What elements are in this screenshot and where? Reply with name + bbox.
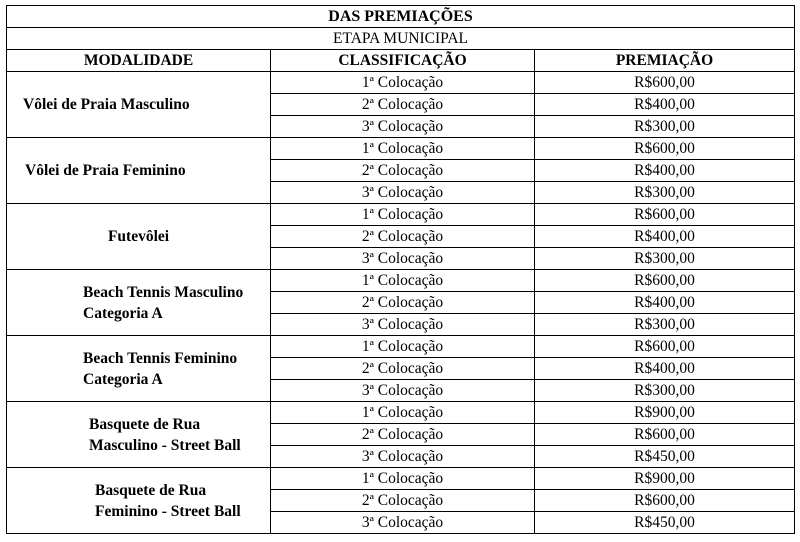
modality-cell bbox=[7, 336, 271, 402]
prize-cell: R$600,00 bbox=[535, 138, 795, 160]
table-row bbox=[7, 270, 795, 292]
prize-cell: R$300,00 bbox=[535, 182, 795, 204]
prize-cell: R$400,00 bbox=[535, 94, 795, 116]
awards-document bbox=[6, 5, 794, 534]
placement-cell: 1ª Colocação bbox=[271, 138, 535, 160]
placement-cell: 1ª Colocação bbox=[271, 270, 535, 292]
table-row bbox=[7, 336, 795, 358]
title-row bbox=[7, 6, 795, 28]
prize-cell: R$450,00 bbox=[535, 446, 795, 468]
table-row bbox=[7, 72, 795, 94]
prize-cell: R$400,00 bbox=[535, 292, 795, 314]
stage-label: ETAPA MUNICIPAL bbox=[7, 28, 795, 50]
placement-cell: 1ª Colocação bbox=[271, 402, 535, 424]
prize-cell: R$400,00 bbox=[535, 358, 795, 380]
prize-cell: R$450,00 bbox=[535, 512, 795, 534]
table-row bbox=[7, 204, 795, 226]
modality-name-line: Beach Tennis Masculino bbox=[83, 283, 244, 301]
placement-cell: 2ª Colocação bbox=[271, 358, 535, 380]
modality-cell bbox=[7, 468, 271, 534]
placement-cell: 3ª Colocação bbox=[271, 512, 535, 534]
modality-name-line: Feminino - Street Ball bbox=[95, 502, 241, 520]
placement-cell: 1ª Colocação bbox=[271, 204, 535, 226]
placement-cell: 3ª Colocação bbox=[271, 248, 535, 270]
header-row bbox=[7, 50, 795, 72]
header-premiacao: PREMIAÇÃO bbox=[535, 50, 795, 72]
placement-cell: 3ª Colocação bbox=[271, 314, 535, 336]
modality-name-line: Categoria A bbox=[83, 370, 163, 388]
modality-cell bbox=[7, 270, 271, 336]
placement-cell: 3ª Colocação bbox=[271, 116, 535, 138]
prize-cell: R$300,00 bbox=[535, 380, 795, 402]
modality-cell bbox=[7, 72, 271, 138]
table-row bbox=[7, 468, 795, 490]
prize-cell: R$600,00 bbox=[535, 204, 795, 226]
prize-cell: R$900,00 bbox=[535, 402, 795, 424]
table-title: DAS PREMIAÇÕES bbox=[7, 6, 795, 28]
modality-name-line: Basquete de Rua bbox=[95, 481, 207, 499]
header-classificacao: CLASSIFICAÇÃO bbox=[271, 50, 535, 72]
modality-name-line: Vôlei de Praia Masculino bbox=[23, 96, 190, 113]
placement-cell: 1ª Colocação bbox=[271, 72, 535, 94]
placement-cell: 3ª Colocação bbox=[271, 182, 535, 204]
groups-body bbox=[7, 72, 795, 534]
prize-cell: R$600,00 bbox=[535, 490, 795, 512]
prize-cell: R$400,00 bbox=[535, 160, 795, 182]
modality-name-line: Basquete de Rua bbox=[89, 415, 201, 433]
prize-cell: R$300,00 bbox=[535, 314, 795, 336]
placement-cell: 1ª Colocação bbox=[271, 468, 535, 490]
placement-cell: 2ª Colocação bbox=[271, 160, 535, 182]
table-row bbox=[7, 138, 795, 160]
modality-name-line: Futevôlei bbox=[107, 228, 170, 245]
stage-row bbox=[7, 28, 795, 50]
modality-cell bbox=[7, 402, 271, 468]
prize-cell: R$600,00 bbox=[535, 72, 795, 94]
modality-name-line: Masculino - Street Ball bbox=[89, 436, 241, 454]
prize-cell: R$400,00 bbox=[535, 226, 795, 248]
prize-cell: R$600,00 bbox=[535, 336, 795, 358]
header-modalidade: MODALIDADE bbox=[7, 50, 271, 72]
prize-cell: R$300,00 bbox=[535, 248, 795, 270]
placement-cell: 1ª Colocação bbox=[271, 336, 535, 358]
prize-cell: R$300,00 bbox=[535, 116, 795, 138]
placement-cell: 2ª Colocação bbox=[271, 292, 535, 314]
placement-cell: 2ª Colocação bbox=[271, 490, 535, 512]
placement-cell: 2ª Colocação bbox=[271, 424, 535, 446]
placement-cell: 3ª Colocação bbox=[271, 446, 535, 468]
table-row bbox=[7, 402, 795, 424]
modality-cell bbox=[7, 138, 271, 204]
prize-cell: R$600,00 bbox=[535, 270, 795, 292]
modality-name-line: Beach Tennis Feminino bbox=[83, 349, 238, 367]
placement-cell: 3ª Colocação bbox=[271, 380, 535, 402]
modality-name-line: Vôlei de Praia Feminino bbox=[25, 162, 186, 179]
placement-cell: 2ª Colocação bbox=[271, 226, 535, 248]
awards-table bbox=[6, 5, 795, 534]
modality-name-line: Categoria A bbox=[83, 304, 163, 322]
modality-cell bbox=[7, 204, 271, 270]
prize-cell: R$900,00 bbox=[535, 468, 795, 490]
placement-cell: 2ª Colocação bbox=[271, 94, 535, 116]
prize-cell: R$600,00 bbox=[535, 424, 795, 446]
